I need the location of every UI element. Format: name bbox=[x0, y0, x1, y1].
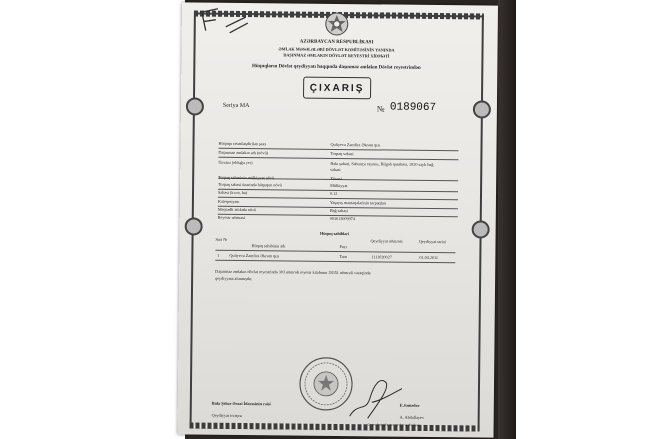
rosette-left-top bbox=[186, 97, 204, 115]
holder-cell-reg-no: 1111020027 bbox=[371, 254, 392, 260]
registry-statement-line-2: qeydiyyata alınmışdır. bbox=[215, 275, 253, 282]
republic-heading: AZƏRBAYCAN RESPUBLİKASI bbox=[299, 39, 374, 46]
holder-cell-no: 1 bbox=[217, 252, 220, 258]
handwritten-mark-icon bbox=[196, 4, 256, 37]
number-sign: № bbox=[376, 104, 385, 114]
holders-header-no: Sıra № bbox=[215, 236, 228, 242]
office-head-label: Bakı Şəhər Ərazi İdarəsinin rəisi bbox=[211, 400, 271, 407]
desk-shadow bbox=[498, 0, 516, 439]
detail-value: Quliyeva Zəmfira Əkrəm qızı bbox=[330, 141, 381, 148]
detail-label: Məqsədli istifadə növü bbox=[217, 206, 257, 213]
detail-label: Sahəsi (kv.m, ha) bbox=[217, 189, 248, 196]
footnote: Çıxarış həqiqidir, əgər yoxdur və düzəlişsiz bbox=[367, 422, 420, 427]
committee-line-2: DAŞINMAZ ƏMLAKIN DÖVLƏT REYESTRİ XİDMƏTİ bbox=[283, 52, 390, 59]
holders-section-title: Hüquq sahibləri bbox=[319, 230, 350, 237]
state-emblem-icon bbox=[325, 12, 349, 36]
detail-value: Mülkiyyət bbox=[330, 182, 348, 189]
detail-label: Reyestr nömrəsi bbox=[217, 214, 246, 221]
holders-header-share: Payı bbox=[339, 244, 347, 250]
registry-statement-line-1: Daşınmaz əmlakın dövlət reyestrində 303 nömrəli reyestr kitabının 28351 nömrəli vərəqində bbox=[215, 268, 371, 276]
holders-header-reg-date: Qeydiyyat tarixi bbox=[418, 238, 447, 245]
detail-value: Xüsusi bbox=[330, 175, 342, 182]
detail-value: 0.12 bbox=[329, 190, 338, 196]
document-sheet bbox=[177, 2, 498, 437]
document-subtitle: Hüquqların Dövlət qeydiyyatı haqqında daşınmaz əmlakın Dövlət reyestrindən bbox=[251, 64, 421, 71]
series-label: Seriya MA bbox=[222, 102, 250, 110]
detail-label: Ünvanı (olduğu yer) bbox=[218, 159, 253, 166]
holder-cell-share: Tam bbox=[339, 254, 347, 260]
holders-header-name: Hüquq sahibinin adı bbox=[251, 243, 286, 249]
title-box bbox=[303, 77, 371, 100]
office-head-signer: E.Səmədov bbox=[399, 402, 420, 408]
background-left bbox=[0, 0, 185, 439]
detail-label: Torpaq sahəsinin mülkiyyət növü bbox=[218, 174, 275, 181]
detail-label: Torpaq sahəsi üzərində hüququn növü bbox=[218, 181, 282, 188]
background-right bbox=[505, 0, 669, 439]
serial-number: 0189067 bbox=[389, 101, 437, 115]
detail-value: Bakı şəhəri, Sabunçu rayonu, Bilgəh qəsəbəsi, 1920 saylı bağ sahəsi bbox=[330, 160, 434, 172]
document-title: ÇIXARIŞ bbox=[309, 82, 365, 95]
registrar-signer: A. Abdullayev bbox=[399, 414, 425, 420]
detail-value: 003013009974 bbox=[329, 215, 355, 222]
committee-line-1: ƏMLAK MƏSƏLƏLƏRİ DÖVLƏT KOMİTƏSİNİN YANINDA bbox=[278, 46, 395, 53]
holder-cell-reg-date: 01.04.2011 bbox=[419, 254, 439, 261]
detail-value: Bağ sahəsi bbox=[329, 207, 348, 214]
holder-cell-name: Quliyeva Zəmfira Əkrəm qızı bbox=[229, 252, 280, 259]
rosette-right-top bbox=[473, 100, 491, 118]
signature-icon bbox=[346, 372, 407, 423]
registrar-label: Qeydiyyat icraçısı bbox=[211, 412, 243, 418]
holders-header-reg-no: Qeydiyyat nömrəsi bbox=[370, 238, 403, 244]
detail-label: Hüququ rəsmiləşdirilən şəxs bbox=[218, 140, 267, 147]
detail-value: Torpaq sahəsi bbox=[330, 150, 354, 157]
detail-label: Daşınmaz əmlakın adı (növü) bbox=[218, 149, 269, 156]
detail-label: Kateqoriyası bbox=[217, 198, 240, 204]
detail-value: Yaşayış məntəqələrinin torpaqları bbox=[329, 199, 387, 206]
